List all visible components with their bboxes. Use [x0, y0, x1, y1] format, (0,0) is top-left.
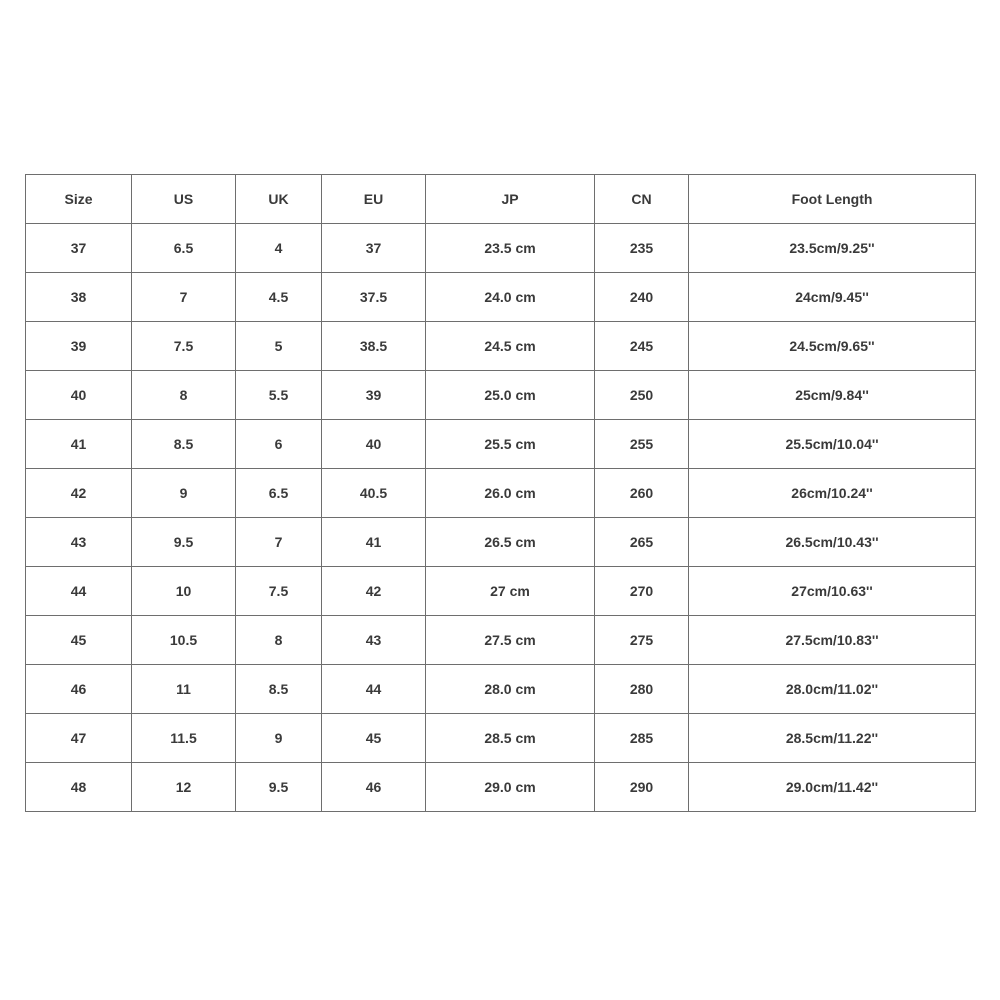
cell-uk: 8.5 — [236, 665, 322, 714]
cell-jp: 25.5 cm — [426, 420, 595, 469]
cell-us: 7 — [132, 273, 236, 322]
cell-us: 10.5 — [132, 616, 236, 665]
cell-eu: 46 — [322, 763, 426, 812]
cell-size: 46 — [26, 665, 132, 714]
cell-foot-length: 25cm/9.84'' — [689, 371, 976, 420]
cell-eu: 38.5 — [322, 322, 426, 371]
cell-cn: 240 — [595, 273, 689, 322]
cell-size: 40 — [26, 371, 132, 420]
cell-foot-length: 25.5cm/10.04'' — [689, 420, 976, 469]
cell-cn: 260 — [595, 469, 689, 518]
cell-us: 7.5 — [132, 322, 236, 371]
table-row — [26, 224, 976, 273]
cell-uk: 6 — [236, 420, 322, 469]
cell-size: 48 — [26, 763, 132, 812]
table-row — [26, 763, 976, 812]
cell-us: 8.5 — [132, 420, 236, 469]
cell-size: 39 — [26, 322, 132, 371]
table-row — [26, 714, 976, 763]
cell-jp: 26.0 cm — [426, 469, 595, 518]
cell-eu: 40 — [322, 420, 426, 469]
table-row — [26, 469, 976, 518]
cell-jp: 25.0 cm — [426, 371, 595, 420]
cell-cn: 280 — [595, 665, 689, 714]
column-header-jp: JP — [426, 175, 595, 224]
cell-cn: 235 — [595, 224, 689, 273]
cell-cn: 285 — [595, 714, 689, 763]
cell-cn: 290 — [595, 763, 689, 812]
cell-eu: 37 — [322, 224, 426, 273]
cell-jp: 24.0 cm — [426, 273, 595, 322]
column-header-cn: CN — [595, 175, 689, 224]
cell-jp: 26.5 cm — [426, 518, 595, 567]
cell-eu: 45 — [322, 714, 426, 763]
cell-uk: 5 — [236, 322, 322, 371]
table-row — [26, 567, 976, 616]
cell-eu: 42 — [322, 567, 426, 616]
cell-size: 45 — [26, 616, 132, 665]
cell-uk: 4.5 — [236, 273, 322, 322]
cell-jp: 23.5 cm — [426, 224, 595, 273]
table-row — [26, 616, 976, 665]
cell-jp: 24.5 cm — [426, 322, 595, 371]
cell-foot-length: 26cm/10.24'' — [689, 469, 976, 518]
cell-uk: 6.5 — [236, 469, 322, 518]
cell-foot-length: 28.0cm/11.02'' — [689, 665, 976, 714]
table-row — [26, 420, 976, 469]
cell-jp: 28.0 cm — [426, 665, 595, 714]
column-header-uk: UK — [236, 175, 322, 224]
cell-foot-length: 28.5cm/11.22'' — [689, 714, 976, 763]
cell-cn: 275 — [595, 616, 689, 665]
header-row — [26, 175, 976, 224]
cell-foot-length: 26.5cm/10.43'' — [689, 518, 976, 567]
cell-size: 43 — [26, 518, 132, 567]
cell-us: 9 — [132, 469, 236, 518]
cell-foot-length: 24cm/9.45'' — [689, 273, 976, 322]
cell-jp: 27.5 cm — [426, 616, 595, 665]
column-header-eu: EU — [322, 175, 426, 224]
cell-size: 44 — [26, 567, 132, 616]
cell-us: 11 — [132, 665, 236, 714]
cell-cn: 250 — [595, 371, 689, 420]
table-row — [26, 322, 976, 371]
table-row — [26, 665, 976, 714]
cell-cn: 265 — [595, 518, 689, 567]
cell-uk: 4 — [236, 224, 322, 273]
cell-size: 41 — [26, 420, 132, 469]
cell-uk: 7 — [236, 518, 322, 567]
cell-jp: 27 cm — [426, 567, 595, 616]
cell-size: 47 — [26, 714, 132, 763]
cell-us: 11.5 — [132, 714, 236, 763]
table-row — [26, 518, 976, 567]
cell-us: 8 — [132, 371, 236, 420]
cell-foot-length: 29.0cm/11.42'' — [689, 763, 976, 812]
cell-us: 12 — [132, 763, 236, 812]
size-chart-table — [25, 174, 976, 812]
cell-us: 6.5 — [132, 224, 236, 273]
cell-uk: 9.5 — [236, 763, 322, 812]
cell-eu: 41 — [322, 518, 426, 567]
cell-uk: 5.5 — [236, 371, 322, 420]
column-header-size: Size — [26, 175, 132, 224]
cell-jp: 29.0 cm — [426, 763, 595, 812]
cell-foot-length: 27.5cm/10.83'' — [689, 616, 976, 665]
cell-eu: 39 — [322, 371, 426, 420]
cell-size: 37 — [26, 224, 132, 273]
cell-cn: 245 — [595, 322, 689, 371]
cell-us: 10 — [132, 567, 236, 616]
table-row — [26, 273, 976, 322]
cell-jp: 28.5 cm — [426, 714, 595, 763]
cell-uk: 9 — [236, 714, 322, 763]
cell-cn: 270 — [595, 567, 689, 616]
cell-us: 9.5 — [132, 518, 236, 567]
cell-eu: 37.5 — [322, 273, 426, 322]
cell-foot-length: 27cm/10.63'' — [689, 567, 976, 616]
cell-cn: 255 — [595, 420, 689, 469]
cell-foot-length: 23.5cm/9.25'' — [689, 224, 976, 273]
table-row — [26, 371, 976, 420]
cell-size: 38 — [26, 273, 132, 322]
cell-eu: 40.5 — [322, 469, 426, 518]
column-header-foot-length: Foot Length — [689, 175, 976, 224]
table-body — [26, 224, 976, 812]
cell-eu: 44 — [322, 665, 426, 714]
table-header — [26, 175, 976, 224]
cell-uk: 8 — [236, 616, 322, 665]
column-header-us: US — [132, 175, 236, 224]
cell-foot-length: 24.5cm/9.65'' — [689, 322, 976, 371]
cell-size: 42 — [26, 469, 132, 518]
cell-eu: 43 — [322, 616, 426, 665]
cell-uk: 7.5 — [236, 567, 322, 616]
